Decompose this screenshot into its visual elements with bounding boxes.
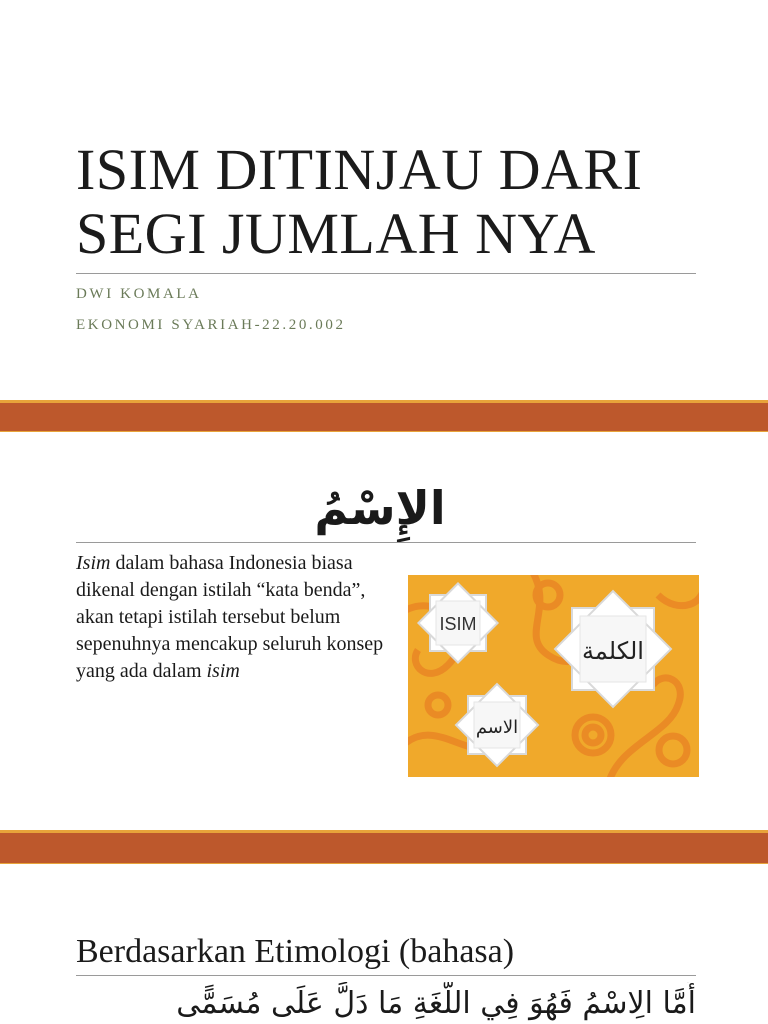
badge-kalimah — [555, 591, 671, 707]
arabic-definition-text: أَمَّا الِاسْمُ فَهُوَ فِي اللُّغَةِ مَا دَلَّ عَلَى مُسَمًّى — [176, 986, 696, 1021]
author-name: DWI KOMALA — [76, 286, 202, 302]
arabic-heading: الإِسْمُ — [314, 481, 446, 535]
badge-kalimah-text: الكلمة — [582, 637, 644, 665]
etymology-slide — [0, 864, 768, 1024]
definition-body: dalam bahasa Indonesia biasa dikenal dengan istilah “kata benda”, akan tetapi istilah tersebut belum sepenuhnya mencakup seluruh konsep yang ada dalam — [76, 552, 384, 682]
slide-separator-band — [0, 400, 768, 434]
etymology-heading: Berdasarkan Etimologi (bahasa) — [76, 933, 515, 970]
definition-paragraph — [76, 550, 396, 685]
badge-ism-text: الاسم — [475, 717, 519, 738]
slide-separator-band-2 — [0, 830, 768, 866]
badge-ism — [456, 684, 538, 766]
title-slide — [0, 0, 768, 402]
heading-divider — [76, 542, 696, 543]
term-isim-end: isim — [206, 660, 240, 682]
slide-title — [76, 138, 642, 266]
study-program: EKONOMI SYARIAH-22.20.002 — [76, 317, 346, 333]
illustration-svg — [408, 575, 699, 777]
badge-isim — [418, 583, 497, 662]
etymology-divider — [76, 975, 696, 976]
badge-isim-text: ISIM — [439, 614, 477, 634]
title-line-2: SEGI JUMLAH NYA — [76, 201, 596, 266]
term-isim: Isim — [76, 552, 111, 574]
isim-illustration — [408, 575, 699, 777]
title-line-1: ISIM DITINJAU DARI — [76, 137, 643, 202]
definition-slide — [0, 432, 768, 832]
title-divider — [76, 273, 696, 274]
